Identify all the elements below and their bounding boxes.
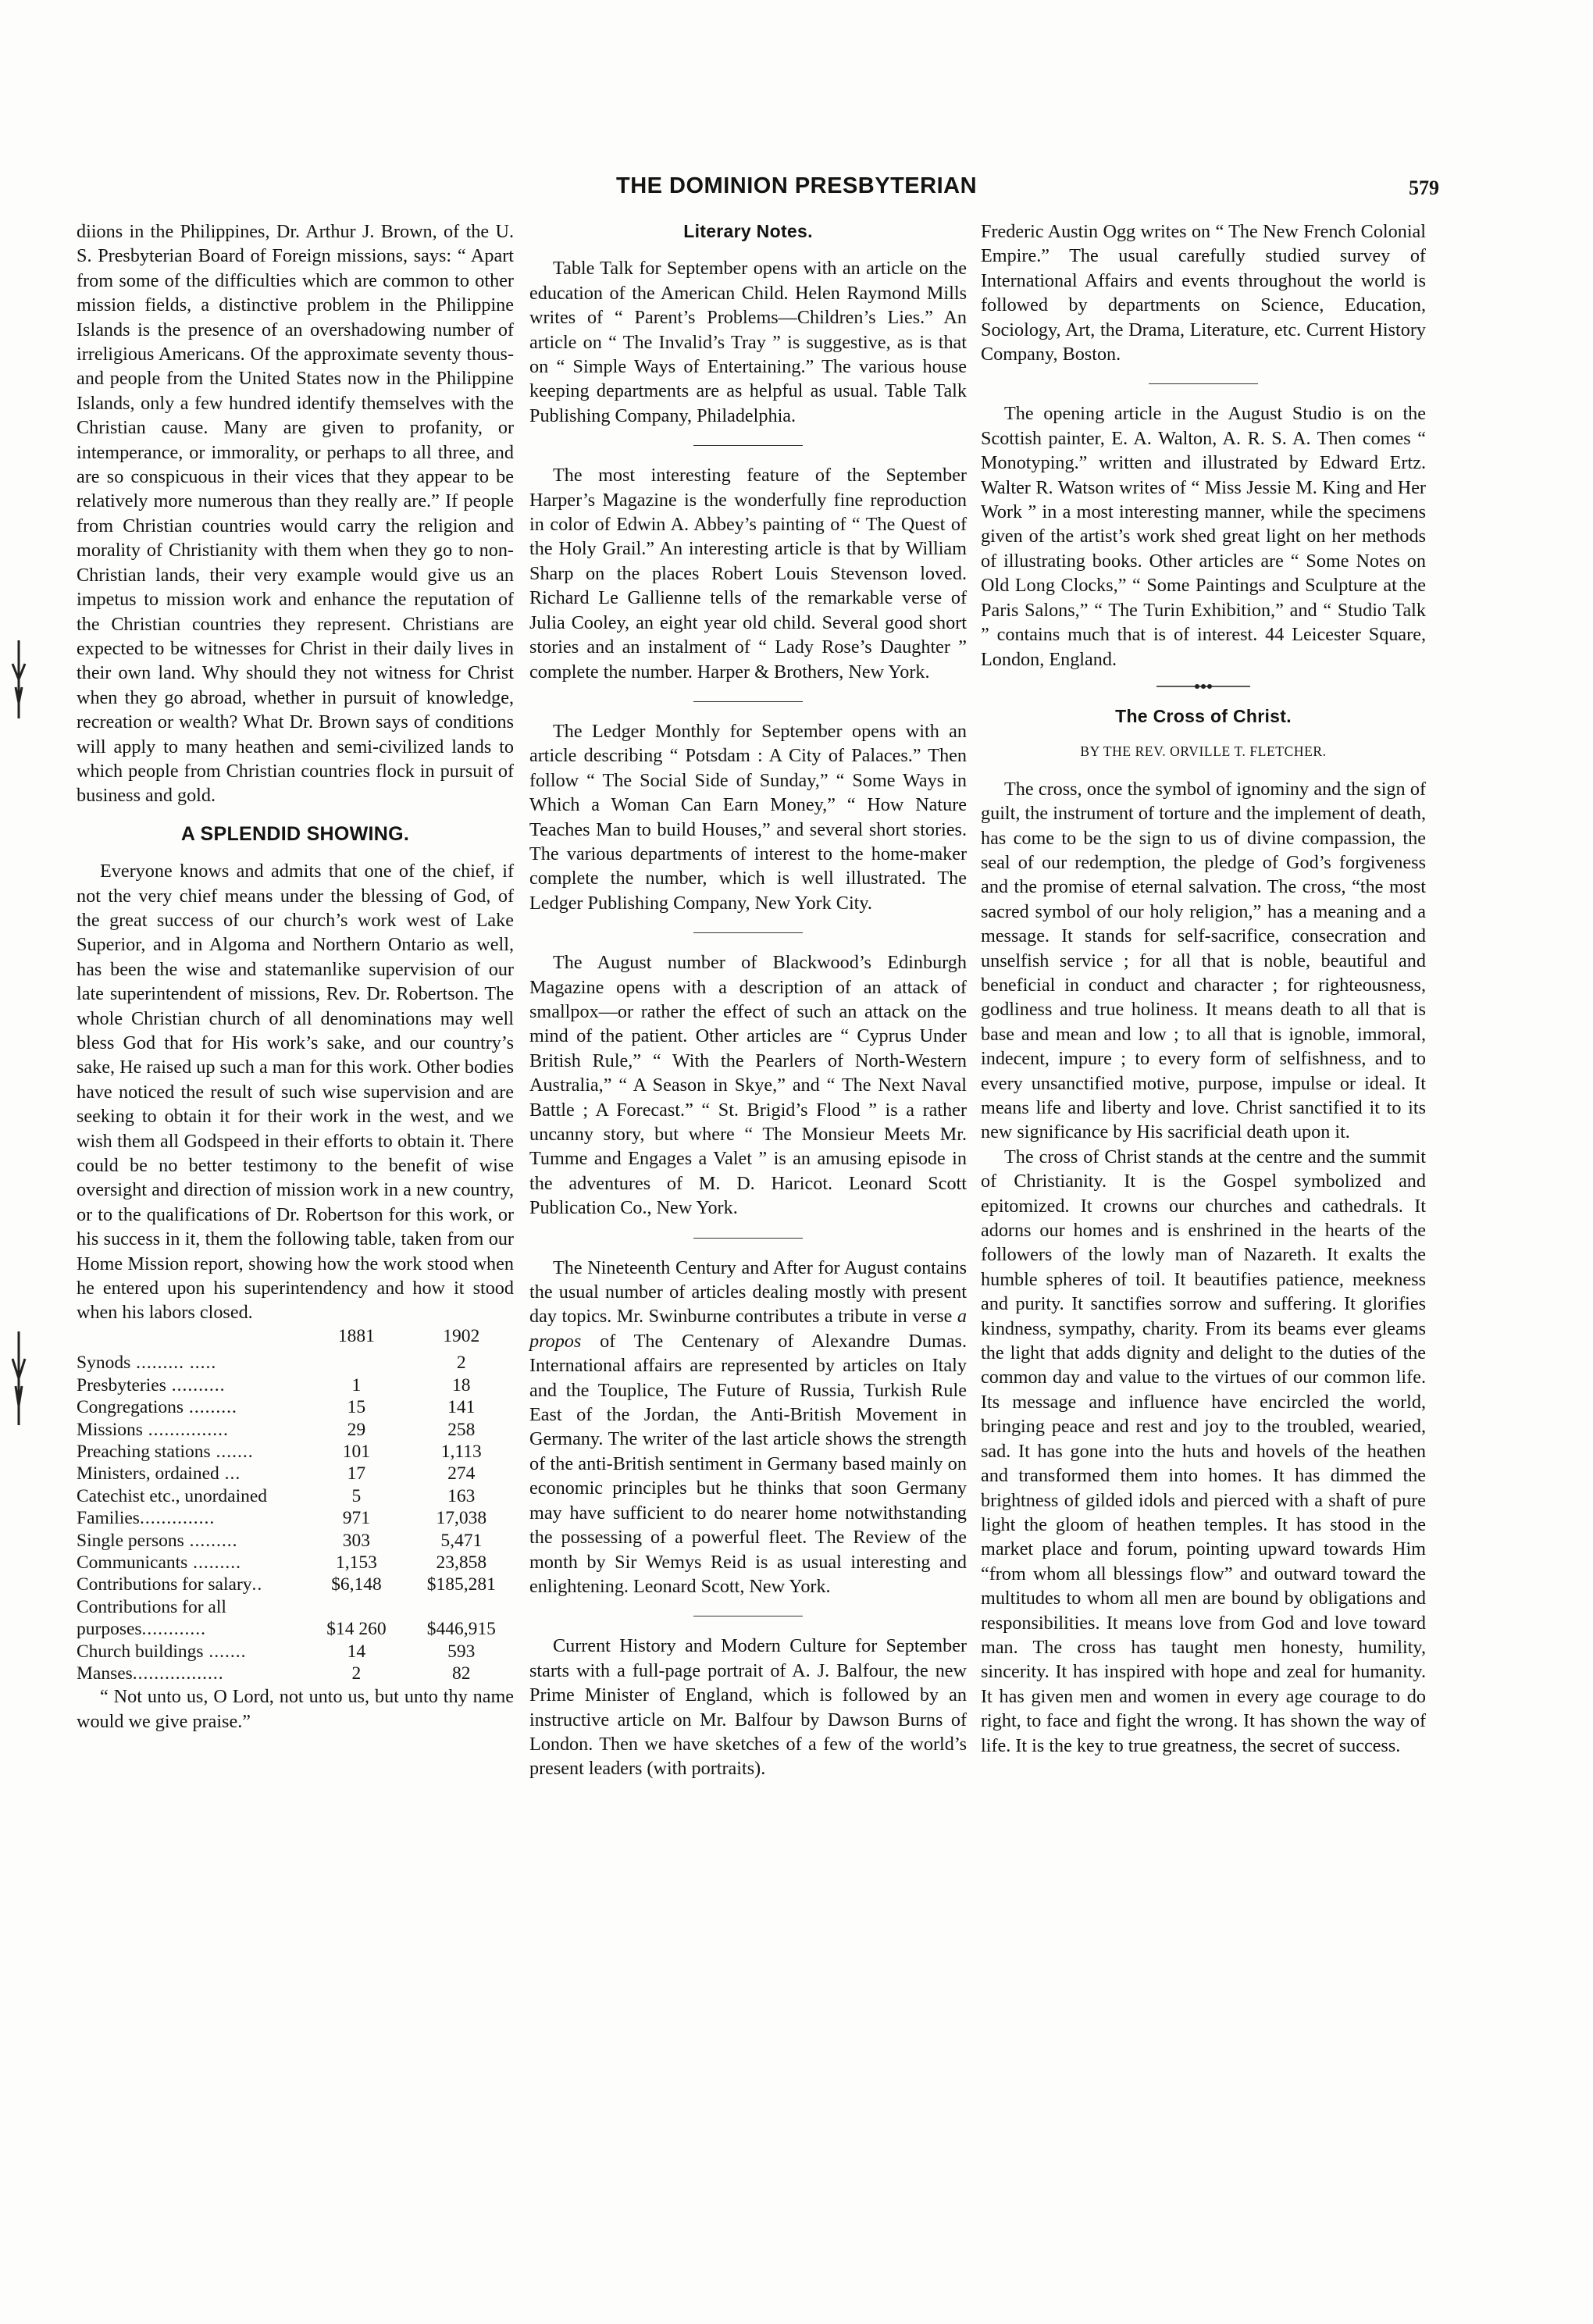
leader-dots: ....... <box>203 1641 247 1662</box>
column-middle <box>529 219 967 1781</box>
leader-dots: ......... <box>184 1530 238 1551</box>
leader-dots: ................. <box>132 1663 224 1684</box>
splendid-showing-heading: A SPLENDID SHOWING. <box>180 822 410 845</box>
table-talk-paragraph: Table Talk for September opens with an article on the education of the American Child. Helen Raymond Mills writes of “ Parent’s Problems—Children’s Lies.” An article on “ The Invalid’s Tray ” is suggestive, as is that on “ Simple Ways of Entertaining.” The various house keeping departments are as helpful as usual. Table Talk Publishing Company, Philadelphia. <box>529 258 967 426</box>
row-label: Contributions for salary.. <box>77 1574 263 1595</box>
row-label: Contributions for all <box>77 1596 226 1617</box>
row-label: Manses................. <box>77 1663 224 1684</box>
row-label: Congregations ......... <box>77 1397 237 1418</box>
margin-arrow-mark-lower <box>8 1331 30 1425</box>
value-1902: 23,858 <box>436 1552 487 1573</box>
running-title: THE DOMINION PRESBYTERIAN <box>615 173 978 198</box>
row-label: Catechist etc., unordained <box>77 1485 268 1506</box>
blackwoods-paragraph: The August number of Blackwood’s Edinburgh Magazine opens with a description of an attack of smallpox—or rather the effect of such an attack on the mind of the patient. Other articles are “ Cyprus Under British Rule,” “ With the Pearlers of North-Western Australia,” “ A Season in Skye,” and “ The Next Naval Battle ; A Forecast.” “ St. Brigid’s Flood ” is a rather uncanny story, but where “ The Monsieur Meets Mr. Tumme and Engages a Valet ” is an amusing episode in the adventures of M. D. Haricot. Leonard Scott Publication Co., New York. <box>529 952 967 1219</box>
table-row <box>77 1641 514 1663</box>
year-1881-header: 1881 <box>337 1325 375 1346</box>
value-1881: $14 260 <box>326 1619 387 1640</box>
table-header-row <box>77 1325 514 1352</box>
value-1902: 274 <box>447 1463 476 1485</box>
row-label: Synods ......... ..... <box>77 1353 217 1374</box>
table-row <box>77 1574 514 1595</box>
value-1881: 1 <box>351 1374 362 1395</box>
studio-paragraph: The opening article in the August Studio is on the Scottish painter, E. A. Walton, A. R. S. A. Then comes “ Monotyping.” written and illustrated by Edward Ertz. Walter R. Watson writes of “ Miss Jessie M. King and Her Work ” in a most interesting manner, while the specimens given of the artist’s work shed great light on her methods of illustrating books. Other articles are “ Some Notes on Old Long Clocks,” “ Some Paintings and Sculpture at the Paris Salons,” “ The Turin Exhibition,” and “ Studio Talk ” contains much that is of interest. 44 Leicester Square, London, England. <box>981 403 1426 670</box>
cross-paragraph-2: The cross of Christ stands at the centre and the summit of Christianity. It is the Gospel symbolized and epitomized. It crowns our churches and cathedrals. It adorns our homes and is enshrined in the hearts of the followers of the lowly man of Nazareth. It exalts the humble spheres of toil. It beautifies patience, meekness and purity. It sanctifies sorrow and suffering. It glorifies kindness, sympathy, charity. From its beams ever gleams the light that adds dignity and delight to the duties of the common day and value to the virtues of our common life. Its message and influence have encircled the world, bringing peace and rest and joy to the troubled, wearied, sad. It has gone into the huts and hovels of the heathen and transformed them into homes. It has dimmed the brightness of gilded idols and pierced with a shaft of pure light the gloom of heathen temples. It has stood in the market place and forum, pointing upward towards Him “from whom all blessings flow” and outward toward the multitudes to whom all men are bound by obligations and responsibilities. It means love from God and love toward man. The cross has taught men honesty, humility, sincerity. It has inspired with hope and zeal for humanity. It has given men and women in every age courage to do right, to face and fight the wrong. It has shown the way of life. It is the key to true greatness, the secret of success. <box>981 1146 1426 1756</box>
value-1881: 29 <box>347 1419 366 1440</box>
value-1902: 163 <box>447 1485 476 1506</box>
value-1881: 303 <box>342 1530 371 1551</box>
value-1881: 14 <box>347 1641 366 1662</box>
value-1902: 2 <box>456 1353 466 1374</box>
mission-statistics-table <box>77 1325 514 1685</box>
ornament-divider <box>981 683 1426 693</box>
ornament-rule-icon <box>1156 683 1250 690</box>
divider <box>693 701 803 702</box>
value-1881: 1,153 <box>335 1552 377 1573</box>
table-row <box>77 1352 514 1374</box>
ledger-monthly-paragraph: The Ledger Monthly for September opens with an article describing “ Potsdam : A City of Palaces.” Then follow “ The Social Side of Sunday,” “ Some Ways in Which a Woman Can Earn Money,” “ How Nature Teaches Man to build Houses,” and several short stories. The various departments of interest to the home-maker complete the number, which is well illustrated. The Ledger Publishing Company, New York City. <box>529 720 967 914</box>
current-history-paragraph: Current History and Modern Culture for September starts with a full-page portrait of A. J. Balfour, the new Prime Minister of England, which is followed by an instructive article on Mr. Balfour by Dawson Burns of London. Then we have sketches of a few of the world’s present leaders (with portraits). <box>529 1635 967 1780</box>
ogg-paragraph: Frederic Austin Ogg writes on “ The New French Colonial Empire.” The usual carefully studied survey of International Affairs and events throughout the world is followed by departments on Science, Education, Sociology, Art, the Drama, Literature, etc. Current History Company, Boston. <box>981 221 1426 365</box>
leader-dots: ......... <box>184 1397 237 1418</box>
cross-of-christ-heading: The Cross of Christ. <box>1115 705 1292 726</box>
value-1902: 17,038 <box>436 1508 487 1529</box>
value-1902: $185,281 <box>426 1574 496 1595</box>
leader-dots: ............... <box>142 1419 229 1440</box>
value-1881 <box>304 1352 408 1374</box>
a-propos-italic: a propos <box>529 1306 967 1352</box>
harpers-paragraph: The most interesting feature of the September Harper’s Magazine is the wonderfully fine reproduction in color of Edwin A. Abbey’s painting of “ The Quest of the Holy Grail.” An interesting article is that by William Sharp on the places Robert Louis Stevenson loved. Richard Le Gallienne tells of the remarkable verse of Julia Cooley, an eight year old child. Several good short stories and an instalment of “ Lady Rose’s Daughter ” complete the number. Harper & Brothers, New York. <box>529 465 967 683</box>
table-row <box>77 1507 514 1529</box>
value-1902: 5,471 <box>440 1530 483 1551</box>
leader-dots: .............. <box>139 1508 216 1529</box>
table-row <box>77 1552 514 1574</box>
row-label: Church buildings ....... <box>77 1641 247 1662</box>
divider <box>693 932 803 933</box>
year-1902-header: 1902 <box>443 1325 480 1346</box>
table-row <box>77 1374 514 1396</box>
table-row <box>77 1663 514 1684</box>
closing-quote: “ Not unto us, O Lord, not unto us, but unto thy name would we give praise.” <box>77 1686 514 1732</box>
table-row <box>77 1485 514 1507</box>
column-right <box>981 219 1426 1758</box>
value-1881: 5 <box>351 1485 362 1506</box>
divider <box>1149 383 1258 384</box>
table-row <box>77 1618 514 1640</box>
value-1881 <box>304 1596 408 1618</box>
row-label: Communicants ......... <box>77 1552 242 1573</box>
leader-dots: ....... <box>210 1441 254 1462</box>
cross-paragraph-1: The cross, once the symbol of ignominy and the sign of guilt, the instrument of torture and the implement of death, has come to be the sign to us of divine compassion, the seal of our redemption, the pledge of God’s forgiveness and the promise of eternal salvation. The cross, “the most sacred symbol of our holy religion,” has a meaning and a message. It stands for self-sacrifice, consecration and unselfish service ; for all that is noble, beautiful and beneficial in conduct and character ; for righteousness, godliness and true holiness. It means death to all that is base and mean and low ; to all that is ignoble, immoral, indecent, impure ; to every form of selfishness, and to every unsanctified motive, purpose, impulse or ideal. It means life and liberty and love. Christ sanctified it to its new significance by His sacrificial death upon it. <box>981 778 1426 1143</box>
leader-dots: ... <box>219 1463 241 1485</box>
value-1881: 101 <box>342 1441 371 1462</box>
splendid-showing-paragraph: Everyone knows and admits that one of the chief, if not the very chief means under the blessing of God, of the great success of our church’s work west of Lake Superior, and in Algoma and Northern Ontario as well, has been the wise and statemanlike supervision of our late superintendent of missions, Rev. Dr. Robertson. The whole Christian church of all denominations may well bless God that for His work’s sake, and our country’s sake, He raised up such a man for this work. Other bodies have noticed the result of such wise supervision and are seeking to obtain it for their work in the west, and we wish them all Godspeed in their efforts to obtain it. There could be no better testimony to the benefit of wise oversight and direction of mission work in a new country, or to the qualifications of Dr. Robertson for this work, or his success in it, them the following table, taken from our Home Mission report, showing how the work stood when he entered upon his superintendency and how it stood when his labors closed. <box>77 861 514 1324</box>
value-1881: $6,148 <box>331 1574 382 1595</box>
row-label: Families.............. <box>77 1508 216 1529</box>
literary-notes-heading: Literary Notes. <box>683 221 813 241</box>
table-row <box>77 1396 514 1418</box>
row-label: Single persons ......... <box>77 1530 238 1551</box>
leader-dots: .. <box>251 1574 263 1595</box>
table-row <box>77 1419 514 1441</box>
table-row <box>77 1441 514 1463</box>
value-1902: 593 <box>447 1641 476 1662</box>
value-1902: $446,915 <box>426 1619 496 1640</box>
divider <box>693 1238 803 1239</box>
philippines-paragraph: diions in the Philippines, Dr. Arthur J. Brown, of the U. S. Presbyterian Board of Foreign missions, says: “ Apart from some of the difficulties which are common to other mission fields, a distinctive problem in the Philippine Islands is the presence of an overshadowing number of irreligious Americans. Of the approximate seventy thousand people from the United States now in the Philippine Islands, only a few hundred identify themselves with the Christian cause. Many are given to profanity, or intemperance, or immorality, or perhaps to all three, and are so conspicuous in their vices that they appear to be relatively more numerous than they really are.” If people from Christian countries would carry the religion and morality of Christianity with them when they go to non-Christian lands, their very example would give us an impetus to mission work and enhance the reputation of the Christian countries they represent. Christians are expected to be witnesses for Christ in their daily lives in their own land. Why should they not witness for Christ when they go abroad, whether in pursuit of knowledge, recreation or wealth? What Dr. Brown says of conditions will apply to many heathen and semi-civilized lands to which people from Christian countries flock in pursuit of business and gold. <box>77 221 514 807</box>
table-row <box>77 1596 514 1618</box>
divider <box>693 445 803 446</box>
row-label: Ministers, ordained ... <box>77 1463 241 1485</box>
value-1881: 2 <box>351 1663 362 1684</box>
nineteenth-century-paragraph: The Nineteenth Century and After for August contains the usual number of articles dealing mostly with present day topics. Mr. Swinburne contributes a tribute in verse a propos of The Centenary of Alexandre Dumas. International affairs are represented by articles on Italy and the Touplice, The Future of Russia, Turkish Rule East of the Jordan, the Anti-British Movement in Germany. The writer of the last article shows the strength of the anti-British sentiment in Germany based mainly on economic principles but he thinks that soon Germany may have sufficient to do nearer home notwithstanding the possessing of a powerful fleet. The Review of the month by Sir Wemys Reid is as usual interesting and enlightening. Leonard Scott, New York. <box>529 1256 967 1597</box>
row-label: Missions ............... <box>77 1419 229 1440</box>
table-row <box>77 1463 514 1485</box>
value-1902: 18 <box>452 1374 471 1395</box>
leader-dots: ......... <box>187 1552 242 1573</box>
leader-dots: ............ <box>141 1619 207 1640</box>
leader-dots: .......... <box>166 1374 226 1395</box>
row-label: purposes............ <box>77 1619 207 1640</box>
table-body <box>77 1352 514 1684</box>
value-1902: 1,113 <box>440 1441 482 1462</box>
row-label: Presbyteries .......... <box>77 1374 226 1395</box>
value-1902: 258 <box>447 1419 476 1440</box>
byline: BY THE REV. ORVILLE T. FLETCHER. <box>1080 743 1327 760</box>
row-label: Preaching stations ....... <box>77 1441 254 1462</box>
value-1902: 82 <box>452 1663 471 1684</box>
value-1902: 141 <box>447 1397 476 1418</box>
value-1881: 17 <box>347 1463 366 1485</box>
page-number: 579 <box>1409 176 1439 199</box>
margin-arrow-mark-upper <box>8 640 30 718</box>
table-row <box>77 1530 514 1552</box>
column-left <box>77 219 514 1734</box>
value-1902 <box>409 1596 514 1618</box>
leader-dots: ......... ..... <box>130 1353 217 1374</box>
value-1881: 971 <box>342 1508 371 1529</box>
value-1881: 15 <box>347 1397 366 1418</box>
